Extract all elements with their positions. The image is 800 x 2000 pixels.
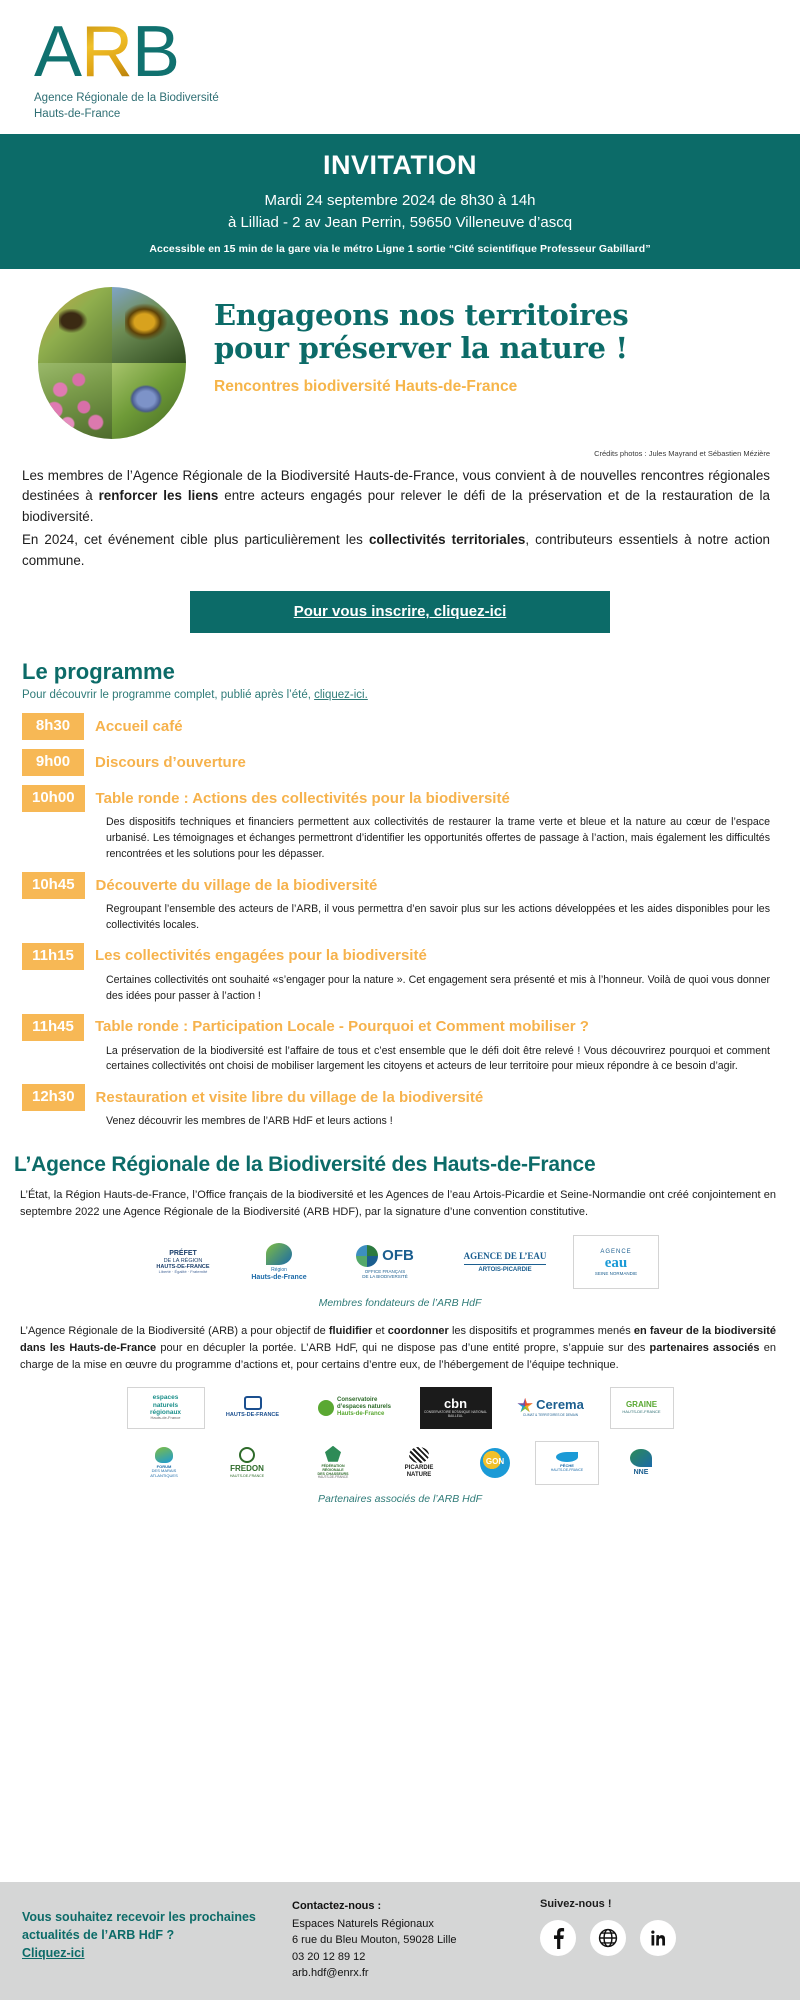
cerema-logo: Cerema CLIMAT & TERRITOIRES DE DEMAIN — [503, 1387, 599, 1429]
founders-caption: Membres fondateurs de l’ARB HdF — [318, 1297, 482, 1310]
programme-item-title: Découverte du village de la biodiversité — [95, 876, 378, 894]
hero-photo-collage — [38, 287, 186, 439]
ap2-a: L’Agence Régionale de la Biodiversité (ARB) a pour objectif de — [20, 1325, 329, 1338]
facebook-icon[interactable] — [540, 1920, 576, 1956]
photo-bee-on-yellow — [38, 287, 112, 363]
programme-item-description: Venez découvrir les membres de l’ARB HdF et leurs actions ! — [106, 1115, 393, 1128]
partners-caption: Partenaires associés de l’ARB HdF — [318, 1492, 482, 1505]
agence-eau-seine-normandie-logo: AGENCE eau SEINE NORMANDIE — [573, 1235, 659, 1289]
intro-p1-part1: Les membres de l’Agence Régionale de la Biodiversité Hauts-de-France, vous convient à de nouvelles rencontres régionales destinées à — [22, 467, 770, 504]
social-row — [540, 1920, 774, 1956]
programme-item — [22, 872, 770, 934]
programme-item-description: Regroupant l’ensemble des acteurs de l’ARB, il vous permettra d’en savoir plus sur les actions développées et les aides disponibles pour les collectivités locales. — [106, 903, 770, 931]
logo-subtitle-line2: Hauts-de-France — [34, 107, 121, 120]
intro-p2-part3: , contributeurs essentiels à notre action commune. — [22, 531, 770, 568]
gon-circle-mark: GON — [480, 1448, 510, 1478]
programme-item — [22, 1014, 770, 1076]
programme-item-title: Les collectivités engagées pour la biodiversité — [95, 947, 427, 965]
fredon-hauts-de-france-logo: FREDON HAUTS-DE-FRANCE — [211, 1441, 283, 1485]
website-globe-icon[interactable] — [590, 1920, 626, 1956]
federation-peche-hauts-de-france-logo: PÊCHE HAUTS-DE-FRANCE — [535, 1441, 599, 1485]
logo-letter-a: A — [34, 12, 82, 93]
hero-subtitle: Rencontres biodiversité Hauts-de-France — [214, 377, 518, 395]
cta-wrapper — [0, 573, 800, 639]
programme-item-title: Restauration et visite libre du village de la biodiversité — [95, 1088, 484, 1106]
partners-logo-strip-row1 — [0, 1375, 800, 1429]
cen-leaf-mark — [318, 1400, 334, 1416]
follow-label: Suivez-nous ! — [540, 1898, 612, 1910]
programme-full-link[interactable]: cliquez-ici. — [314, 689, 368, 702]
photo-pink-flowers — [38, 363, 112, 439]
nne-mark — [630, 1449, 652, 1467]
newsletter-block — [22, 1898, 292, 2000]
newsletter-link[interactable]: Cliquez-ici — [22, 1946, 85, 1961]
intro-paragraph-2 — [22, 530, 770, 572]
gon-logo — [466, 1441, 524, 1485]
partners-logo-strip-row2 — [0, 1429, 800, 1485]
fma-mark — [155, 1447, 173, 1463]
programme-item-title: Accueil café — [95, 717, 183, 735]
programme-subtext-label: Pour découvrir le programme complet, publié après l’été, — [22, 689, 315, 702]
ap2-b: fluidifier — [328, 1325, 373, 1338]
nord-nature-environnement-logo: NNE — [610, 1441, 672, 1485]
programme-time-badge: 12h30 — [22, 1084, 85, 1111]
ofb-logo: OFB OFFICE FRANÇAIS DE LA BIODIVERSITÉ — [333, 1235, 437, 1289]
invitation-date: Mardi 24 septembre 2024 de 8h30 à 14h — [264, 192, 536, 210]
register-button[interactable]: Pour vous inscrire, cliquez-ici — [190, 591, 610, 633]
agency-heading: L’Agence Régionale de la Biodiversité des Hauts-de-France — [14, 1153, 596, 1177]
programme-item-row — [22, 872, 770, 899]
programme-item-row — [22, 785, 770, 812]
programme-item-title: Table ronde : Actions des collectivités pour la biodiversité — [95, 789, 510, 807]
intro-paragraphs — [0, 458, 800, 572]
fredon-mark — [239, 1447, 255, 1463]
hauts-de-france-tourisme-logo: HAUTS-DE-FRANCE — [216, 1387, 290, 1429]
ofb-circle-mark — [356, 1245, 378, 1267]
contact-block — [292, 1898, 522, 2000]
hero-headline — [214, 299, 628, 366]
programme-item-row — [22, 1014, 770, 1041]
federation-regionale-chasseurs-logo: FÉDÉRATION RÉGIONALE DES CHASSEURS HAUTS-DE-FRANCE — [294, 1441, 372, 1485]
intro-p1-bold: renforcer les liens — [98, 488, 219, 504]
ap2-g: pour en décupler la portée. L’ARB HdF, qui ne dispose pas d’une entité propre, s’appuie sur des — [156, 1342, 650, 1355]
programme-item-description: La préservation de la biodiversité est l’affaire de tous et c’est ensemble que le défi doit être relevé ! Vous découvrirez pourquoi et comment certaines collectivités ont choisi de mobiliser largement les citoyens et acteurs de leur territoire pour mieux répondre à ce besoin d’agir. — [106, 1044, 770, 1073]
intro-p2-bold: collectivités territoriales — [368, 531, 526, 547]
invitation-title: INVITATION — [323, 150, 477, 181]
page-footer — [0, 1882, 800, 2000]
cerema-star-mark — [517, 1398, 533, 1414]
programme-subtext — [0, 685, 800, 701]
logo-subtitle — [34, 91, 800, 122]
photo-credits: Crédits photos : Jules Mayrand et Sébastien Mézière — [594, 448, 770, 458]
hero-headline-line2: pour préserver la nature ! — [214, 331, 628, 366]
programme-time-badge: 11h45 — [22, 1014, 84, 1041]
divider — [464, 1264, 546, 1265]
newsletter-line2: actualités de l’ARB HdF ? — [22, 1928, 175, 1943]
programme-item-title: Table ronde : Participation Locale - Pourquoi et Comment mobiliser ? — [95, 1018, 589, 1036]
forum-des-marais-atlantiques-logo: FORUM DES MARAIS ATLANTIQUES — [128, 1441, 200, 1485]
picardie-nature-logo: PICARDIE NATURE — [383, 1441, 455, 1485]
programme-item-row — [22, 1084, 770, 1111]
ap2-f: en faveur de la biodiversité dans les Hauts-de-France — [20, 1325, 776, 1355]
programme-item-row — [22, 943, 770, 970]
logo-subtitle-line1: Agence Régionale de la Biodiversité — [34, 92, 219, 104]
espaces-naturels-regionaux-logo: espaces naturels régionaux Hauts-de-France — [127, 1387, 205, 1429]
programme-item-title: Discours d’ouverture — [95, 753, 246, 771]
region-hauts-de-france-logo: Région Hauts-de-France — [241, 1235, 317, 1289]
contact-organisation: Espaces Naturels Régionaux — [292, 1917, 434, 1930]
programme-item — [22, 713, 770, 740]
programme-item-description: Des dispositifs techniques et financiers permettent aux collectivités de restaurer la trame verte et bleue et la nature au cœur de l’espace urbanisé. Les témoignages et échanges permettront d’identifier les opportunités offertes de passage à l’action, mais également les difficultés rencontrées et les solutions pour les dépasser. — [106, 816, 770, 861]
pn-mark — [409, 1447, 429, 1463]
programme-time-badge: 11h15 — [22, 943, 84, 970]
logo-letter-r: R — [81, 12, 133, 93]
conservatoire-espaces-naturels-logo: Conservatoire d’espaces naturels Hauts-de-France — [301, 1387, 409, 1429]
founders-logo-strip — [0, 1221, 800, 1289]
contact-address: 6 rue du Bleu Mouton, 59028 Lille — [292, 1934, 457, 1946]
photo-blue-butterfly — [112, 363, 186, 439]
programme-item — [22, 943, 770, 1005]
ap2-d: coordonner — [387, 1325, 449, 1338]
programme-item — [22, 785, 770, 863]
programme-item — [22, 749, 770, 776]
hero-text — [186, 287, 628, 439]
programme-item-description: Certaines collectivités ont souhaité «s’engager pour la nature ». Cet engagement sera présenté et mis à l’honneur. Voilà de quoi vous donner des idées pour passer à l’action ! — [106, 973, 770, 1002]
arb-logo-block — [0, 0, 800, 134]
programme-time-badge: 10h45 — [22, 872, 85, 899]
programme-item-row — [22, 713, 770, 740]
linkedin-icon[interactable] — [640, 1920, 676, 1956]
graine-hauts-de-france-logo: GRAINE HAUTS-DE-FRANCE — [610, 1387, 674, 1429]
prefet-hauts-de-france-logo: PRÉFET DE LA RÉGION HAUTS-DE-FRANCE Liberté · Égalité · Fraternité — [141, 1235, 225, 1289]
ap2-h: partenaires associés — [649, 1342, 760, 1355]
photo-bee-on-flower — [112, 287, 186, 363]
programme-heading: Le programme — [22, 659, 175, 685]
ap2-e: les dispositifs et programmes menés — [448, 1325, 634, 1338]
ap2-i: en charge de la mise en œuvre du programme d’actions et, pour certains d’entre eux, de l’hébergement de l’équipe technique. — [20, 1342, 776, 1372]
fish-mark — [556, 1452, 578, 1462]
hero-headline-line1: Engageons nos territoires — [214, 297, 629, 332]
logo-letter-b: B — [132, 12, 180, 93]
programme-item-row — [22, 749, 770, 776]
hdf-mark — [244, 1396, 262, 1410]
social-block — [522, 1898, 774, 2000]
invitation-access-info: Accessible en 15 min de la gare via le métro Ligne 1 sortie “Cité scientifique Professeur Gabillard” — [149, 242, 651, 255]
agence-eau-artois-picardie-logo: AGENCE DE L’EAU ARTOIS-PICARDIE — [453, 1235, 557, 1289]
programme-list — [0, 701, 800, 1130]
agency-paragraph-1: L’État, la Région Hauts-de-France, l’Office français de la biodiversité et les Agences de l’eau Artois-Picardie et Seine-Normandie ont créé conjointement en septembre 2022 une Agence Régionale de la Biodiversité (ARB HDF), par la signature d’une convention constitutive. — [20, 1189, 776, 1219]
programme-time-badge: 8h30 — [22, 713, 84, 740]
programme-item — [22, 1084, 770, 1130]
intro-paragraph-1 — [22, 466, 770, 528]
arb-logo-mark — [34, 12, 800, 93]
hero-section — [0, 269, 800, 443]
newsletter-line1: Vous souhaitez recevoir les prochaines — [22, 1910, 256, 1924]
contact-label: Contactez-nous : — [292, 1900, 382, 1912]
contact-email[interactable]: arb.hdf@enrx.fr — [292, 1967, 369, 1979]
intro-p1-part3: entre acteurs engagés pour relever le défi de la préservation et de la restauration de la biodiversité. — [22, 488, 770, 525]
ap2-c: et — [372, 1325, 388, 1338]
frc-mark — [325, 1446, 341, 1462]
cbn-bailleul-logo: cbn CONSERVATOIRE BOTANIQUE NATIONAL BAILLEUL — [420, 1387, 492, 1429]
region-mark — [266, 1243, 292, 1265]
intro-p2-part1: En 2024, cet événement cible plus particulièrement les — [22, 531, 369, 547]
invitation-address: à Lilliad - 2 av Jean Perrin, 59650 Villeneuve d’ascq — [227, 213, 573, 231]
programme-time-badge: 10h00 — [22, 785, 85, 812]
contact-phone: 03 20 12 89 12 — [292, 1950, 366, 1963]
programme-time-badge: 9h00 — [22, 749, 84, 776]
agency-paragraph-2 — [0, 1309, 800, 1374]
invitation-banner — [0, 134, 800, 269]
